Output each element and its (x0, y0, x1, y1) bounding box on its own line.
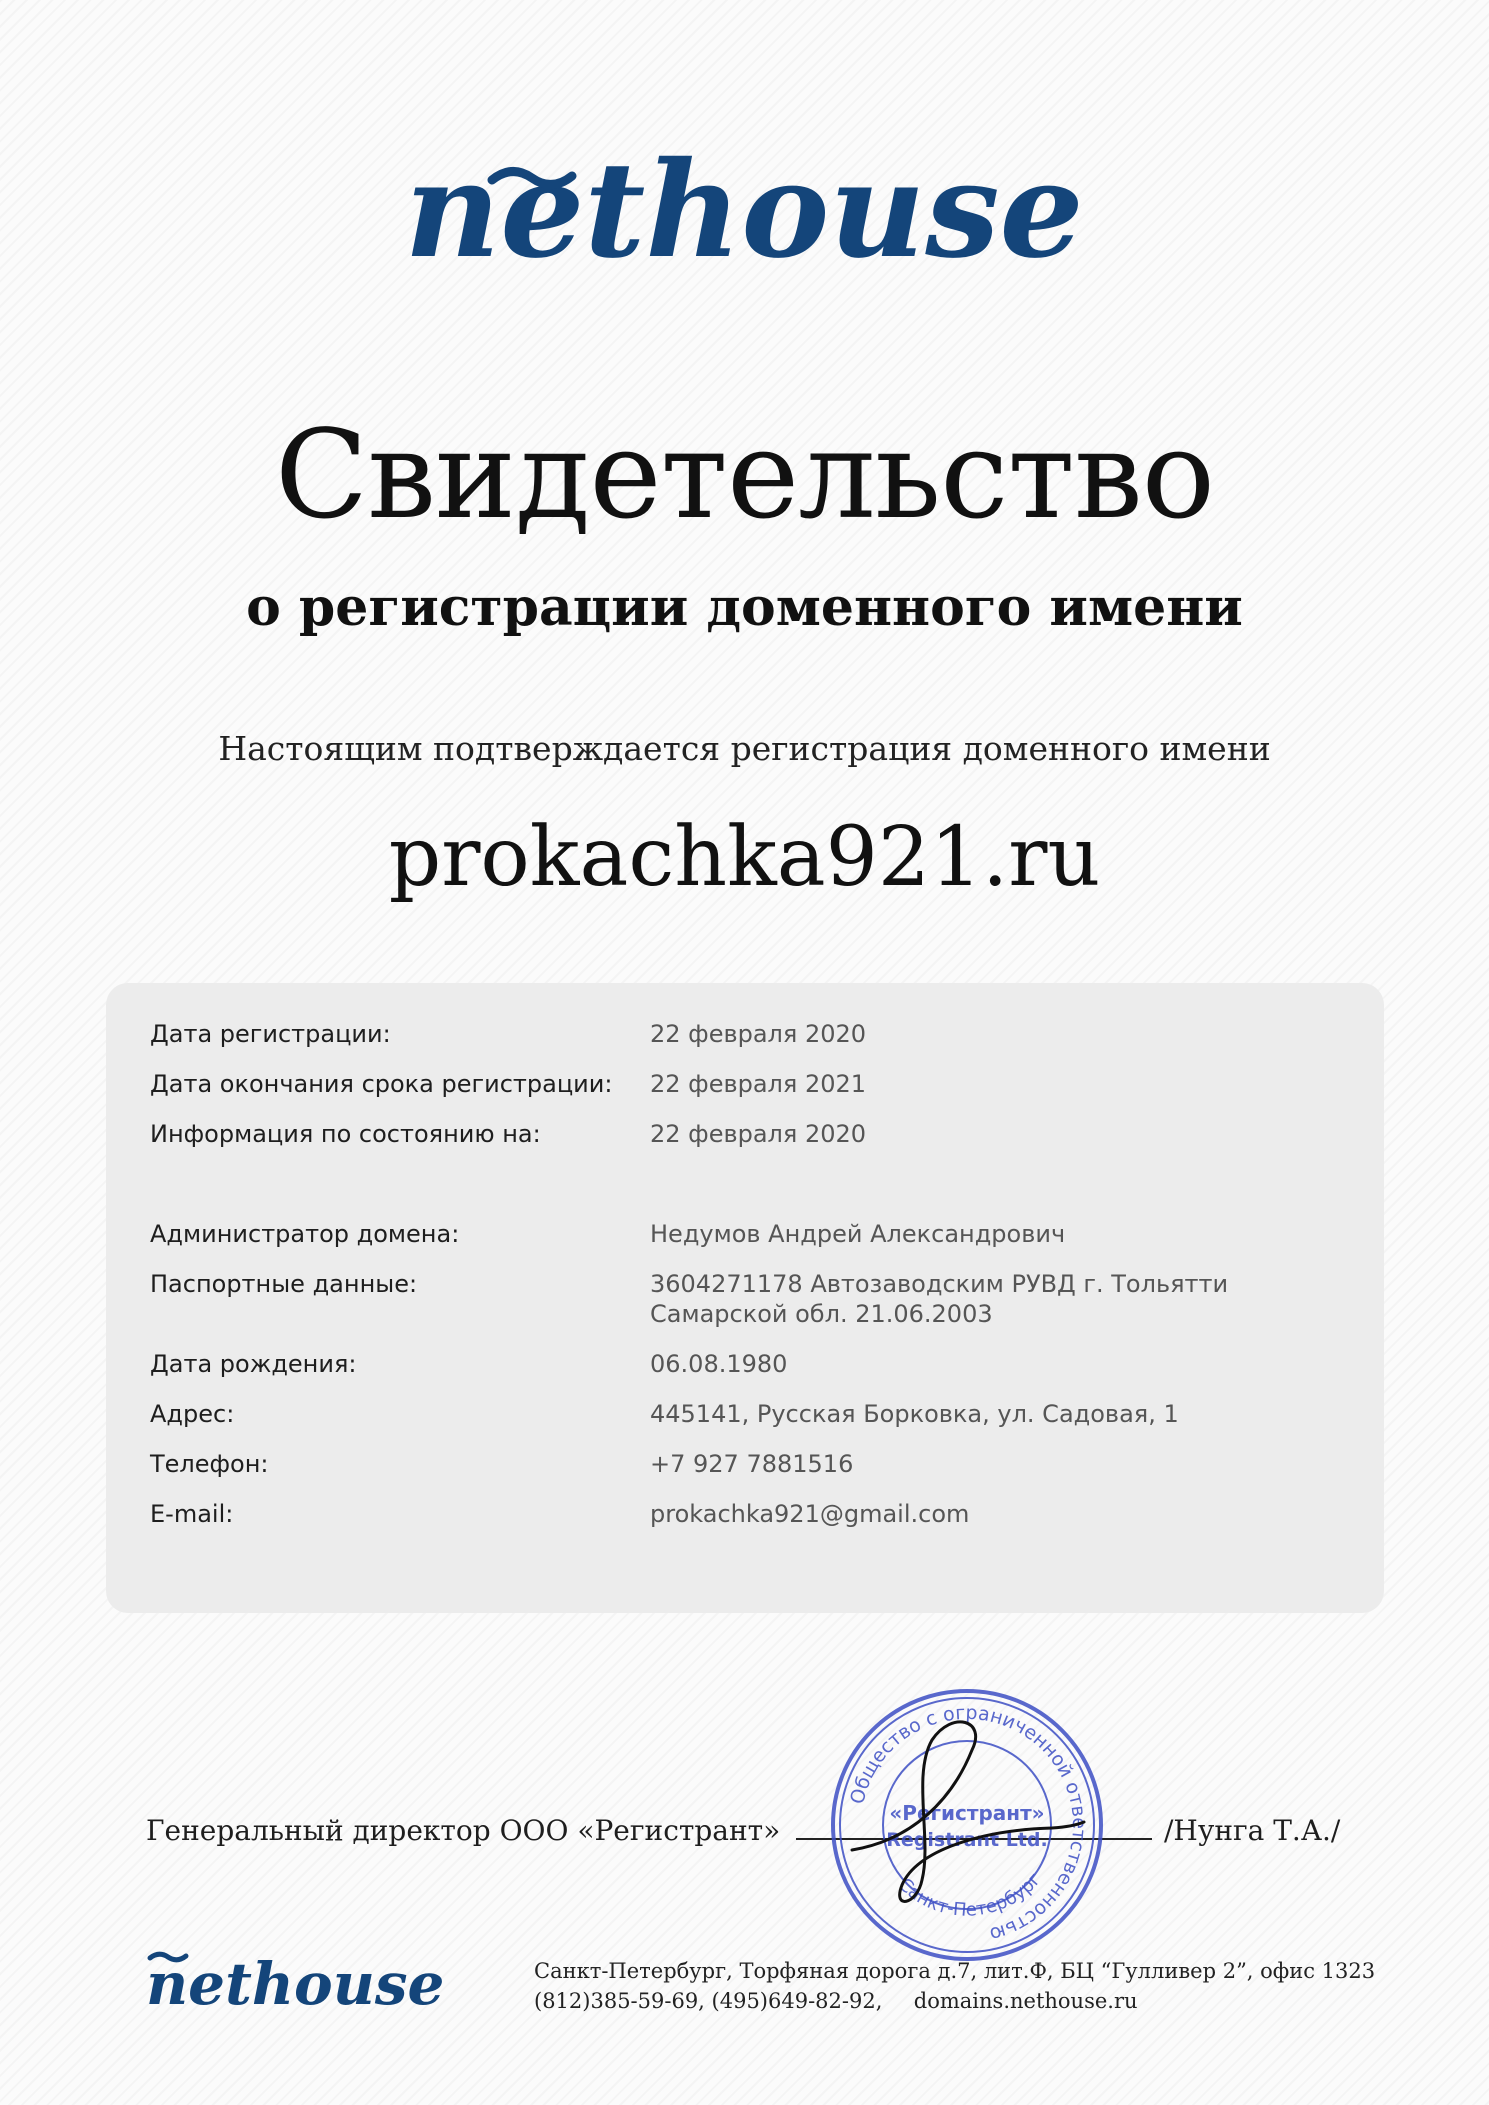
info-value: +7 927 7881516 (650, 1450, 854, 1478)
company-contacts (534, 1986, 1434, 2016)
seal-graphic (822, 1680, 1112, 1970)
seal-center-ru: «Регистрант» (889, 1801, 1045, 1825)
seal-city-text: Санкт-Петербург (894, 1868, 1046, 1921)
logo-text-small: nethouse (146, 1950, 445, 2018)
info-label: Дата регистрации: (150, 1020, 391, 1048)
info-label: E-mail: (150, 1500, 234, 1528)
nethouse-logo-small (146, 1942, 445, 2018)
info-value: 06.08.1980 (650, 1350, 788, 1378)
seal-ring-text: Общество с ограниченной ответственностью (846, 1701, 1091, 1946)
company-seal (822, 1680, 1112, 1970)
info-value: 22 февраля 2020 (650, 1020, 867, 1048)
info-value: 22 февраля 2021 (650, 1070, 867, 1098)
info-label: Администратор домена: (150, 1220, 460, 1248)
info-value: 3604271178 Автозаводским РУВД г. Тольятти Самарской обл. 21.06.2003 (650, 1270, 1229, 1328)
info-label: Дата рождения: (150, 1350, 357, 1378)
confirmation-text: Настоящим подтверждается регистрация доменного имени (218, 729, 1271, 768)
director-name: /Нунга Т.А./ (1164, 1814, 1341, 1847)
info-value: 22 февраля 2020 (650, 1120, 867, 1148)
certificate-title: Свидетельство (274, 404, 1215, 546)
nethouse-logo (0, 118, 1489, 288)
info-label: Паспортные данные: (150, 1270, 418, 1298)
info-value: Недумов Андрей Александрович (650, 1220, 1066, 1248)
company-website[interactable]: domains.nethouse.ru (913, 1989, 1138, 2013)
registration-info-panel (106, 983, 1384, 1613)
company-address: Санкт-Петербург, Торфяная дорога д.7, лит.Ф, БЦ “Гулливер 2”, офис 1323 (534, 1959, 1376, 1983)
domain-name: prokachka921.ru (388, 810, 1101, 905)
info-label: Информация по состоянию на: (150, 1120, 541, 1148)
info-label: Телефон: (150, 1450, 269, 1478)
info-value: prokachka921@gmail.com (650, 1500, 970, 1528)
info-label: Адрес: (150, 1400, 235, 1428)
director-position: Генеральный директор ООО «Регистрант» (146, 1814, 781, 1847)
certificate-subtitle: о регистрации доменного имени (246, 577, 1243, 638)
info-label: Дата окончания срока регистрации: (150, 1070, 613, 1098)
seal-center-en: Registrant Ltd. (886, 1829, 1048, 1851)
info-value: 445141, Русская Борковка, ул. Садовая, 1 (650, 1400, 1179, 1428)
company-phones: (812)385-59-69, (495)649-82-92, (534, 1989, 883, 2013)
logo-text: nethouse (404, 133, 1084, 288)
